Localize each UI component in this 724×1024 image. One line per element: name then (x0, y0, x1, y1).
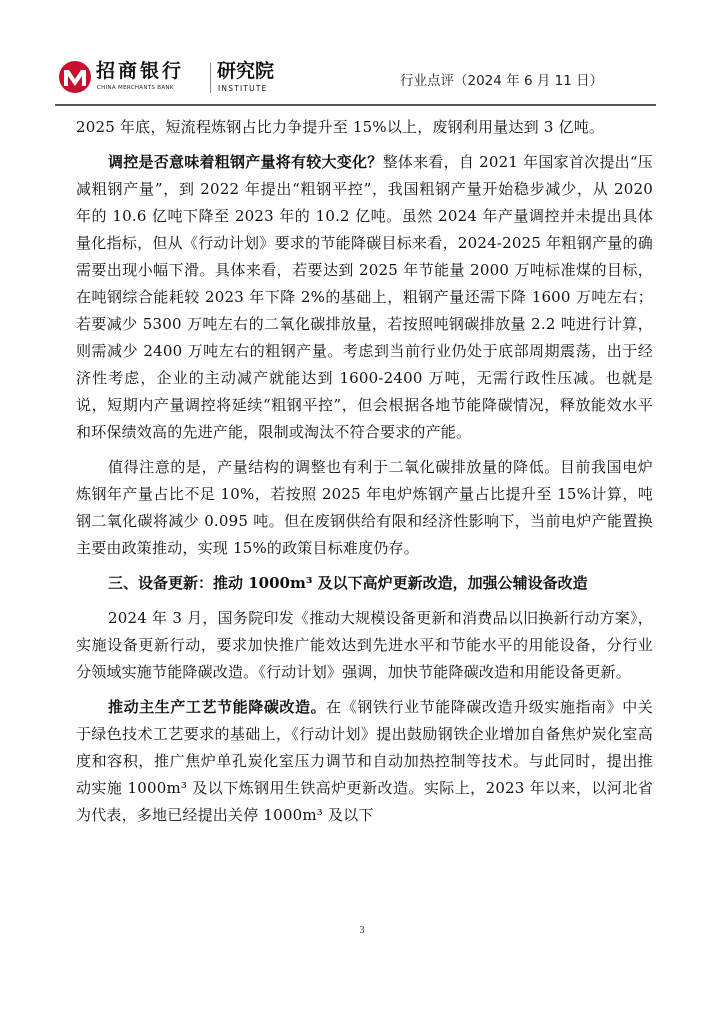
cmb-logo-icon (58, 60, 92, 94)
bank-name-en: CHINA MERCHANTS BANK (97, 85, 174, 91)
bank-name-cn: 招商银行 (96, 60, 185, 82)
page-header (0, 0, 724, 110)
page-number: 3 (359, 925, 365, 936)
section-heading: 三、设备更新：推动 1000m³ 及以下高炉更新改造，加强公辅设备改造 (108, 574, 588, 592)
paragraph-policy: 2024 年 3 月，国务院印发《推动大规模设备更新和消费品以旧换新行动方案》，实施设备更新行动，要求加快推广能效达到先进水平和节能水平的用能设备，分行业分领域实施节能降碳改造。《行动计划》强调，加快节能降碳改造和用能设备更新。 (76, 609, 653, 681)
paragraph-text: 整体来看，自 2021 年国家首次提出“压减粗钢产量”，到 2022 年提出“粗钢平控”，我国粗钢产量开始稳步减少，从 2020 年的 10.6 亿吨下降至 2023 年的 10.2 亿吨。虽然 2024 年产量调控并未提出具体量化指标，但从《行动计划》要求的节能降碳目标来看，2024-2025 年粗钢产量的确需要出现小幅下滑。具体来看，若要达到 2025 年节能量 2000 万吨标准煤的目标，在吨钢综合能耗较 2023 年下降 2%的基础上，粗钢产量还需下降 1600 万吨左右；若要减少 5300 万吨左右的二氧化碳排放量，若按照吨钢碳排放量 2.2 吨进行计算，则需减少 2400 万吨左右的粗钢产量。考虑到当前行业仍处于底部周期震荡，出于经济性考虑，企业的主动减产就能达到 1600-2400 万吨，无需行政性压减。也就是说，短期内产量调控将延续“粗钢平控”，但会根据各地节能降碳情况，释放能效水平和环保绩效高的先进产能，限制或淘汰不符合要求的产能。 (76, 153, 653, 441)
paragraph-lead: 推动主生产工艺节能降碳改造。 (108, 698, 327, 716)
paragraph-text: 在《钢铁行业节能降碳改造升级实施指南》中关于绿色技术工艺要求的基础上，《行动计划》提出鼓励钢铁企业增加自备焦炉炭化室高度和容积，推广焦炉单孔炭化室压力调节和自动加热控制等技术。与此同时，提出推动实施 1000m³ 及以下炼钢用生铁高炉更新改造。实际上，2023 年以来，以河北省为代表，多地已经提出关停 1000m³ 及以下 (76, 698, 653, 824)
paragraph-structure: 值得注意的是，产量结构的调整也有利于二氧化碳排放量的降低。目前我国电炉炼钢年产量占比不足 10%，若按照 2025 年电炉炼钢产量占比提升至 15%计算，吨钢二氧化碳将减少 0.095 吨。但在废钢供给有限和经济性影响下，当前电炉产能置换主要由政策推动，实现 15%的政策目标难度仍存。 (76, 458, 653, 557)
logo-divider (210, 63, 211, 93)
institute-name-en: INSTITUTE (218, 84, 268, 93)
paragraph-lead: 调控是否意味着粗钢产量将有较大变化？ (108, 153, 383, 171)
document-body (76, 114, 653, 829)
paragraph-continuation: 2025 年底，短流程炼钢占比力争提升至 15%以上，废钢利用量达到 3 亿吨。 (76, 118, 605, 136)
paragraph-output-question (76, 149, 653, 446)
header-divider (55, 104, 656, 106)
institute-name-cn: 研究院 (217, 60, 275, 82)
report-type-date: 行业点评（2024 年 6 月 11 日） (400, 73, 604, 89)
paragraph-process-upgrade (76, 694, 653, 829)
